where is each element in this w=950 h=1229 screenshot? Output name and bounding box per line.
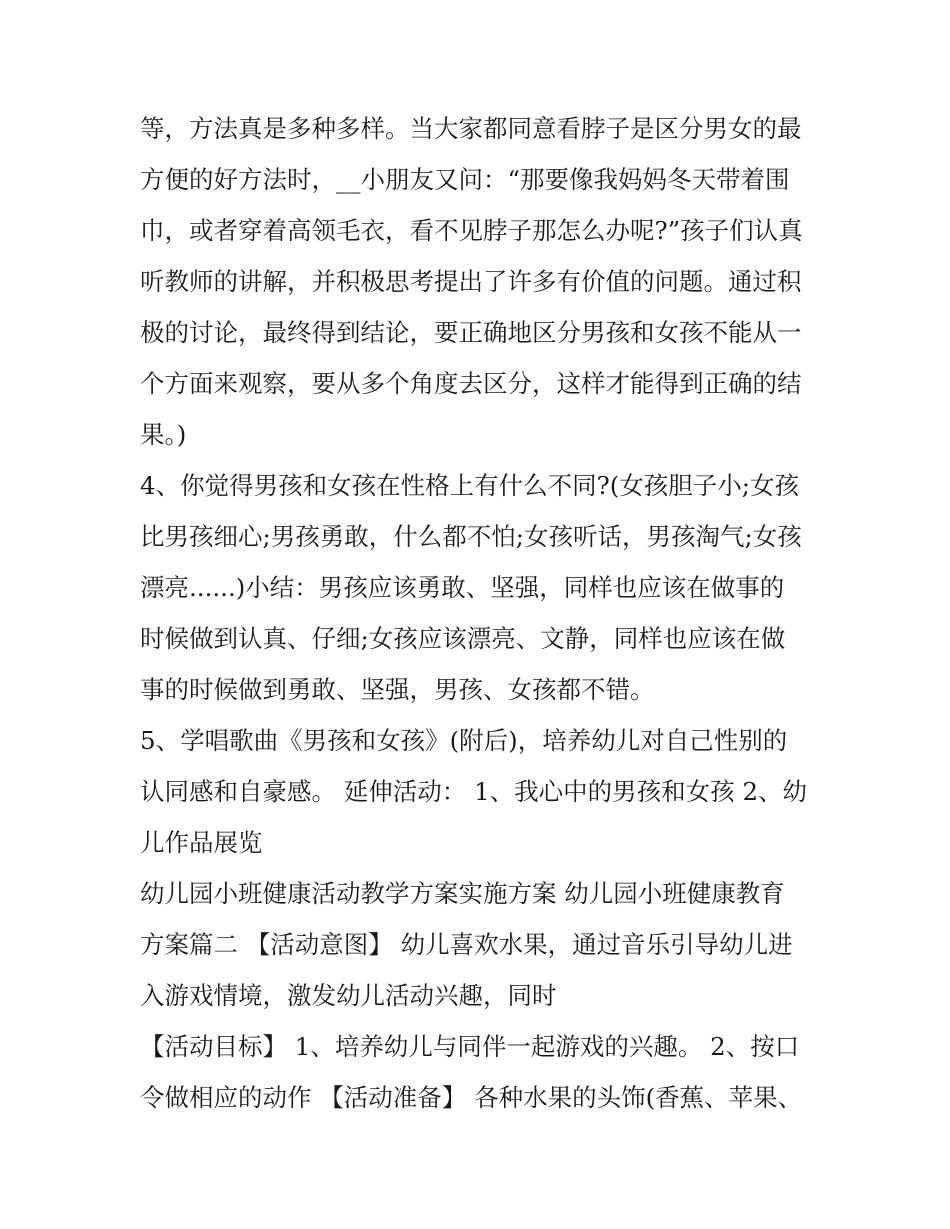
text-line: 4、你觉得男孩和女孩在性格上有什么不同?(女孩胆子小;女孩	[140, 471, 800, 500]
text-line: 儿作品展览	[140, 828, 263, 857]
text-line: 漂亮......)小结：男孩应该勇敢、坚强，同样也应该在做事的	[140, 573, 785, 602]
text-line: 方便的好方法时，__小朋友又问：“那要像我妈妈冬天带着围	[140, 165, 790, 194]
text-line: 【活动目标】 1、培养幼儿与同伴一起游戏的兴趣。 2、按口	[140, 1032, 800, 1061]
text-line: 方案篇二 【活动意图】 幼儿喜欢水果，通过音乐引导幼儿进	[140, 930, 793, 959]
text-line: 巾，或者穿着高领毛衣，看不见脖子那怎么办呢?”孩子们认真	[140, 216, 803, 245]
text-line: 听教师的讲解，并积极思考提出了许多有价值的问题。通过积	[140, 267, 802, 296]
text-line: 极的讨论，最终得到结论，要正确地区分男孩和女孩不能从一	[140, 318, 802, 347]
text-line: 时候做到认真、仔细;女孩应该漂亮、文静，同样也应该在做	[140, 624, 786, 653]
text-line: 事的时候做到勇敢、坚强，男孩、女孩都不错。	[140, 675, 655, 704]
text-line: 幼儿园小班健康活动教学方案实施方案 幼儿园小班健康教育	[140, 879, 785, 908]
text-line: 个方面来观察，要从多个角度去区分，这样才能得到正确的结	[140, 369, 802, 398]
text-line: 令做相应的动作 【活动准备】 各种水果的头饰(香蕉、苹果、	[140, 1083, 803, 1112]
text-line: 入游戏情境，激发幼儿活动兴趣，同时	[140, 981, 557, 1010]
text-line: 5、学唱歌曲《男孩和女孩》(附后)，培养幼儿对自己性别的	[140, 726, 788, 755]
text-line: 果。)	[140, 420, 187, 449]
text-line: 认同感和自豪感。 延伸活动： 1、我心中的男孩和女孩 2、幼	[140, 777, 808, 806]
text-line: 等，方法真是多种多样。当大家都同意看脖子是区分男女的最	[140, 114, 802, 143]
text-line: 比男孩细心;男孩勇敢，什么都不怕;女孩听话，男孩淘气;女孩	[140, 522, 802, 551]
